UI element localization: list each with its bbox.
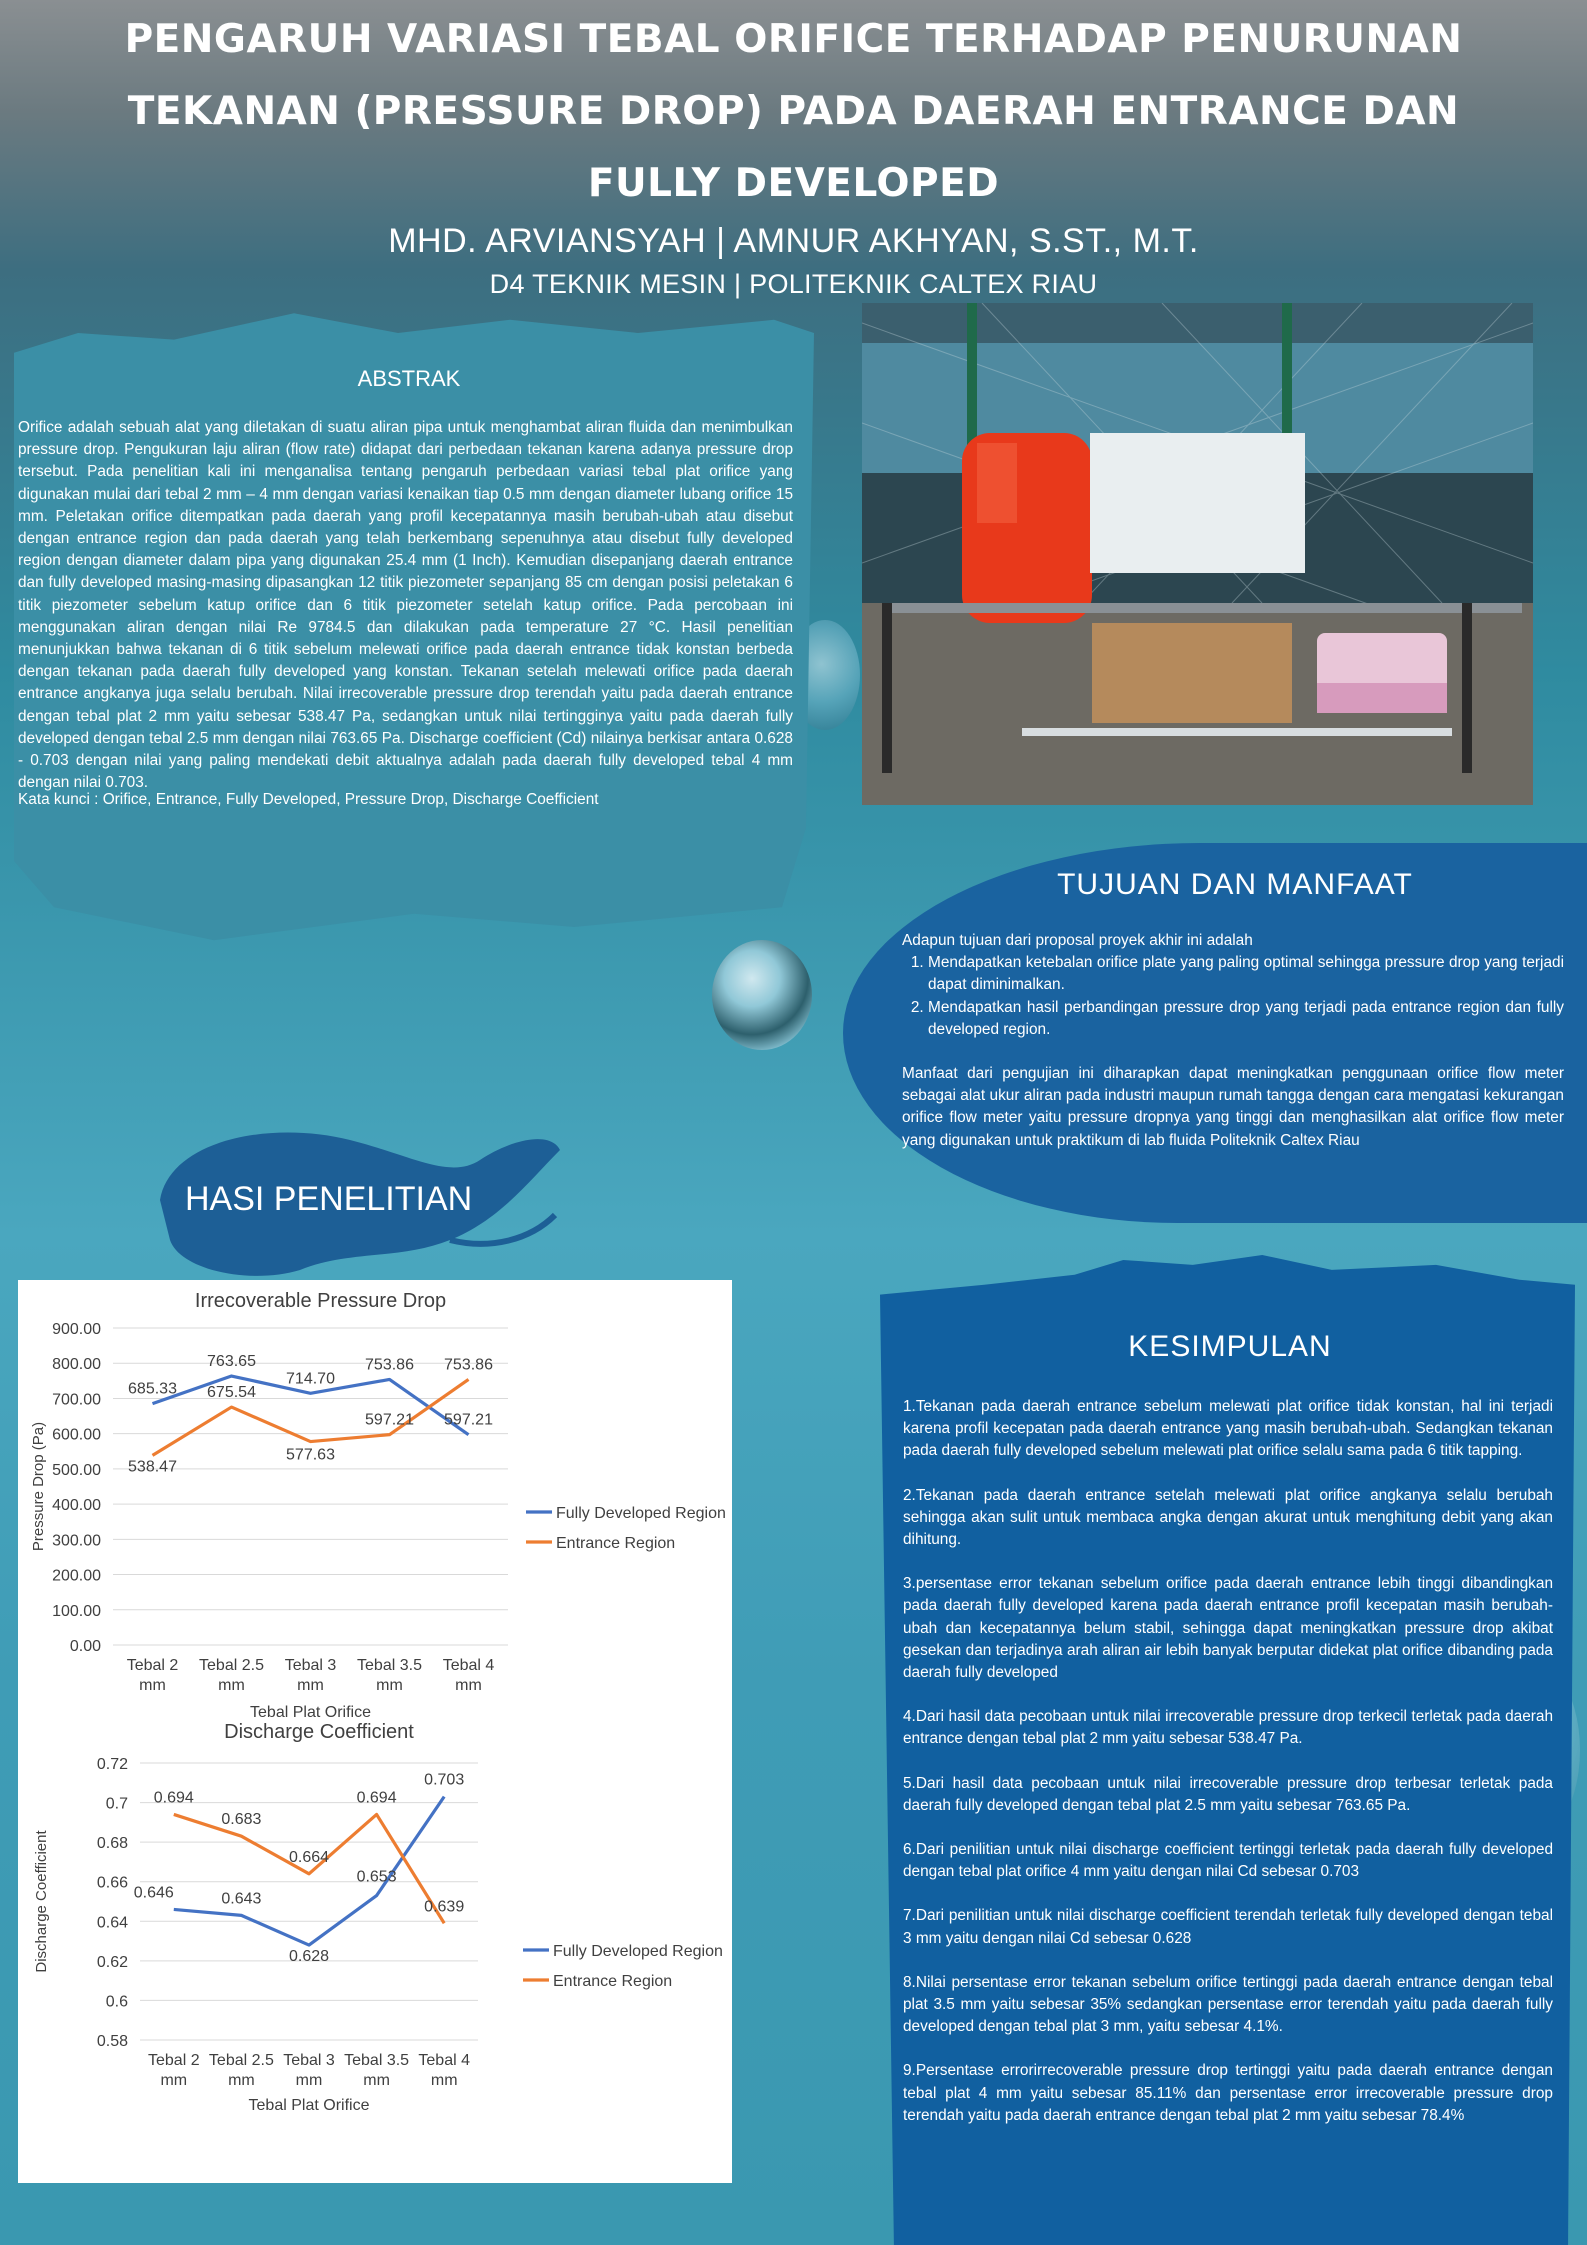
legend-label: Fully Developed Region: [556, 1505, 726, 1522]
x-tick-label: mm: [228, 2072, 255, 2089]
data-label: 597.21: [444, 1411, 493, 1429]
tujuan-intro: Adapun tujuan dari proposal proyek akhir ini adalah: [902, 932, 1253, 949]
y-tick-label: 600.00: [52, 1426, 101, 1444]
y-axis-label: Pressure Drop (Pa): [30, 1421, 47, 1552]
x-tick-label: Tebal 3: [283, 2052, 335, 2069]
data-label: 0.703: [424, 1771, 465, 1789]
x-tick-label: mm: [455, 1677, 482, 1694]
y-tick-label: 800.00: [52, 1356, 101, 1374]
data-label: 0.628: [288, 1948, 330, 1966]
authors: MHD. ARVIANSYAH | AMNUR AKHYAN, S.ST., M.T.: [388, 222, 1199, 260]
data-label: 0.664: [288, 1848, 330, 1866]
tujuan-item: 2. Mendapatkan hasil perbandingan pressure drop yang terjadi pada entrance region dan fully developed region.: [928, 997, 1564, 1041]
keywords: Kata kunci : Orifice, Entrance, Fully Developed, Pressure Drop, Discharge Coefficient: [18, 791, 599, 808]
discharge-coefficient-chart: [18, 1713, 732, 2183]
data-label: 0.646: [133, 1884, 174, 1902]
data-label: 753.86: [444, 1356, 493, 1374]
data-label: 0.639: [424, 1898, 465, 1916]
experiment-setup-photo: [862, 303, 1533, 805]
legend-label: Fully Developed Region: [553, 1943, 723, 1960]
kesimpulan-item: 2.Tekanan pada daerah entrance setelah melewati plat orifice angkanya selalu berubah sehingga akan sulit untuk membaca angka dengan akurat untuk menghitung debit yang akan dihitung.: [903, 1486, 1553, 1549]
x-tick-label: mm: [295, 2072, 323, 2089]
chart-panel: [18, 1280, 732, 2183]
kesimpulan-list: [903, 1396, 1553, 2149]
data-label: 0.694: [153, 1789, 194, 1807]
y-tick-label: 0.58: [96, 2033, 128, 2050]
x-tick-label: Tebal 2.5: [199, 1657, 264, 1674]
hasil-heading: HASI PENELITIAN: [185, 1180, 473, 1218]
affiliation: D4 TEKNIK MESIN | POLITEKNIK CALTEX RIAU: [489, 269, 1098, 299]
y-tick-label: 100.00: [52, 1602, 101, 1620]
series-line-entrance: [174, 1814, 444, 1923]
x-tick-label: Tebal 2: [126, 1657, 179, 1674]
x-tick-label: Tebal 3.5: [344, 2052, 410, 2069]
x-axis-label: Tebal Plat Orifice: [250, 1704, 371, 1720]
data-label: 538.47: [128, 1458, 177, 1476]
data-label: 0.653: [356, 1868, 397, 1886]
x-tick-label: Tebal 2: [148, 2052, 200, 2069]
pressure-drop-chart: [18, 1280, 732, 1720]
legend-label: Entrance Region: [553, 1973, 673, 1990]
data-label: 597.21: [365, 1411, 414, 1429]
y-tick-label: 0.6: [105, 1993, 128, 2011]
y-tick-label: 700.00: [52, 1391, 101, 1409]
x-tick-label: mm: [376, 1677, 403, 1694]
kesimpulan-item: 9.Persentase errorirrecoverable pressure drop tertinggi yaitu pada daerah entrance dengan tebal plat 4 mm yaitu sebesar 85.11% dan persentase error irrecoverable pressure drop terendah yaitu pada daerah entrance dengan tebal plat 2 mm yaitu sebesar 78.4%: [903, 2062, 1553, 2124]
x-tick-label: mm: [160, 2072, 188, 2089]
data-label: 577.63: [286, 1446, 335, 1464]
y-tick-label: 0.66: [96, 1874, 128, 1892]
tujuan-item: 1. Mendapatkan ketebalan orifice plate yang paling optimal sehingga pressure drop yang terjadi dapat diminimalkan.: [928, 952, 1564, 996]
abstract-heading: ABSTRAK: [357, 366, 461, 391]
x-tick-label: mm: [139, 1677, 166, 1694]
kesimpulan-item: 6.Dari penilitian untuk nilai discharge coefficient tertinggi terletak pada daerah fully developed dengan tebal plat orifice 4 mm yaitu dengan nilai Cd sebesar 0.703: [903, 1841, 1553, 1881]
data-label: 0.643: [221, 1890, 262, 1908]
data-label: 763.65: [207, 1353, 256, 1371]
y-tick-label: 500.00: [52, 1461, 101, 1479]
legend-label: Entrance Region: [556, 1535, 676, 1552]
y-tick-label: 0.62: [96, 1953, 128, 1971]
data-label: 675.54: [207, 1384, 256, 1402]
x-tick-label: Tebal 2.5: [208, 2052, 274, 2069]
tujuan-heading: TUJUAN DAN MANFAAT: [1057, 868, 1413, 901]
series-line-fully-developed: [174, 1797, 444, 1945]
x-tick-label: Tebal 3: [284, 1657, 337, 1674]
x-tick-label: mm: [363, 2072, 390, 2089]
kesimpulan-item: 4.Dari hasil data pecobaan untuk nilai irrecoverable pressure drop terkecil terletak pada daerah entrance dengan tebal plat 2 mm yaitu sebesar 538.47 Pa.: [903, 1708, 1553, 1748]
tujuan-body: [902, 930, 1564, 1152]
kesimpulan-item: 8.Nilai persentase error tekanan sebelum orifice tertinggi pada daerah entrance dengan tebal plat 3.5 mm yaitu sebesar 35% sedangkan persentase error terendah yaitu pada daerah fully developed dengan tebal plat 3 mm, yaitu sebesar 4.1%.: [903, 1973, 1553, 2036]
x-axis-label: Tebal Plat Orifice: [248, 2097, 370, 2114]
data-label: 714.70: [286, 1370, 335, 1388]
kesimpulan-heading: KESIMPULAN: [1128, 1330, 1332, 1363]
y-tick-label: 0.64: [96, 1914, 128, 1932]
manfaat-text: Manfaat dari pengujian ini diharapkan dapat meningkatkan penggunaan orifice flow meter sebagai alat ukur aliran pada industri maupun rumah tangga dengan cara mengatasi kekurangan orifice flow meter yaitu pressure dropnya yang tinggi dan menghasilkan alat orifice flow meter yang digunakan untuk praktikum di lab fluida Politeknik Caltex Riau: [902, 1065, 1564, 1149]
x-tick-label: Tebal 4: [418, 2052, 470, 2069]
y-tick-label: 900.00: [52, 1321, 101, 1338]
y-tick-label: 400.00: [52, 1497, 101, 1515]
chart-title: Discharge Coefficient: [224, 1721, 414, 1743]
data-label: 685.33: [128, 1380, 177, 1398]
title-block: [0, 0, 1587, 300]
water-droplet-decoration: [712, 940, 812, 1050]
x-tick-label: Tebal 3.5: [357, 1657, 422, 1674]
kesimpulan-item: 3.persentase error tekanan sebelum orifice pada daerah entrance lebih tinggi dibandingkan pada daerah fully developed karena pada daerah entrance profil kecepatan masih berubah-ubah dan kecepatannya belum stabil, sehingga dapat meningkatkan pressure drop akibat gesekan dan terjadinya arah aliran air lebih banyak berputar didekat plat orifice dibanding pada daerah fully developed: [903, 1575, 1553, 1682]
x-tick-label: mm: [218, 1677, 245, 1694]
kesimpulan-item: 7.Dari penilitian untuk nilai discharge coefficient terendah terletak fully developed dengan tebal 3 mm yaitu dengan nilai Cd sebesar 0.628: [903, 1907, 1553, 1947]
y-tick-label: 0.7: [105, 1795, 128, 1813]
y-tick-label: 0.00: [69, 1638, 101, 1655]
y-tick-label: 0.68: [96, 1835, 128, 1853]
abstract-text: Orifice adalah sebuah alat yang diletakan di suatu aliran pipa untuk menghambat aliran fluida dan menimbulkan pressure drop. Pengukuran laju aliran (flow rate) didapat dari perbedaan tekanan karena adanya pressure drop tersebut. Pada penelitian kali ini menganalisa tentang pengaruh perbedaan variasi tebal plat orifice yang digunakan mulai dari tebal 2 mm – 4 mm dengan variasi kenaikan tiap 0.5 mm dengan diameter lubang orifice 15 mm. Peletakan orifice ditempatkan pada daerah yang profil kecepatannya masih berubah-ubah atau disebut dengan entrance region dan pada daerah yang telah berkembang sepenuhnya atau disebut fully developed region dengan diameter dalam pipa yang digunakan 25.4 mm (1 Inch). Kemudian disepanjang daerah entrance dan fully developed masing-masing dipasangkan 12 titik piezometer sepanjang 85 cm dengan posisi peletakan 6 titik piezometer sebelum katup orifice dan 6 titik piezometer setelah katup orifice. Pada percobaan ini menggunakan aliran dengan nilai Re 9784.5 dan dilakukan pada temperature 27 °C. Hasil penelitian menunjukkan bahwa tekanan di 6 titik sebelum melewati orifice pada daerah entrance tidak konstan berbeda dengan tekanan pada daerah fully developed yang konstan. Tekanan setelah melewati orifice pada daerah entrance angkanya juga selalu berubah. Nilai irrecoverable pressure drop terendah yaitu pada daerah entrance dengan tebal plat 2 mm yaitu sebesar 538.47 Pa, sedangkan untuk nilai tertingginya yaitu pada daerah fully developed dengan tebal 2.5 mm dengan nilai 763.65 Pa. Discharge coefficient (Cd) nilainya berkisar antara 0.628 - 0.703 dengan nilai yang paling mendekati debit aktualnya adalah pada daerah fully developed tebal 4 mm dengan nilai 0.703.: [18, 419, 793, 792]
x-tick-label: Tebal 4: [442, 1657, 495, 1674]
series-line-entrance: [153, 1379, 469, 1455]
poster-title: PENGARUH VARIASI TEBAL ORIFICE TERHADAP PENURUNAN TEKANAN (PRESSURE DROP) PADA DAERAH ENTRANCE DAN FULLY DEVELOPED: [124, 17, 1463, 206]
kesimpulan-item: 1.Tekanan pada daerah entrance sebelum melewati plat orifice tidak konstan, hal ini terjadi karena profil kecepatan pada daerah entrance yang masih berubah-ubah. Sedangkan tekanan pada daerah fully developed sebelum melewati plat orifice selalu sama pada 6 titik tapping.: [903, 1398, 1553, 1460]
data-label: 0.683: [221, 1811, 262, 1829]
x-tick-label: mm: [297, 1677, 324, 1694]
y-tick-label: 300.00: [52, 1532, 101, 1550]
y-axis-label: Discharge Coefficient: [33, 1830, 50, 1973]
x-tick-label: mm: [430, 2072, 458, 2089]
kesimpulan-item: 5.Dari hasil data pecobaan untuk nilai irrecoverable pressure drop terbesar terletak pada daerah fully developed dengan tebal plat 2.5 mm yaitu sebesar 763.65 Pa.: [903, 1774, 1553, 1814]
y-tick-label: 200.00: [52, 1567, 101, 1585]
y-tick-label: 0.72: [96, 1756, 128, 1773]
chart-title: Irrecoverable Pressure Drop: [194, 1290, 447, 1312]
tujuan-list: [902, 952, 1564, 1041]
data-label: 0.694: [356, 1789, 397, 1807]
data-label: 753.86: [365, 1356, 414, 1374]
